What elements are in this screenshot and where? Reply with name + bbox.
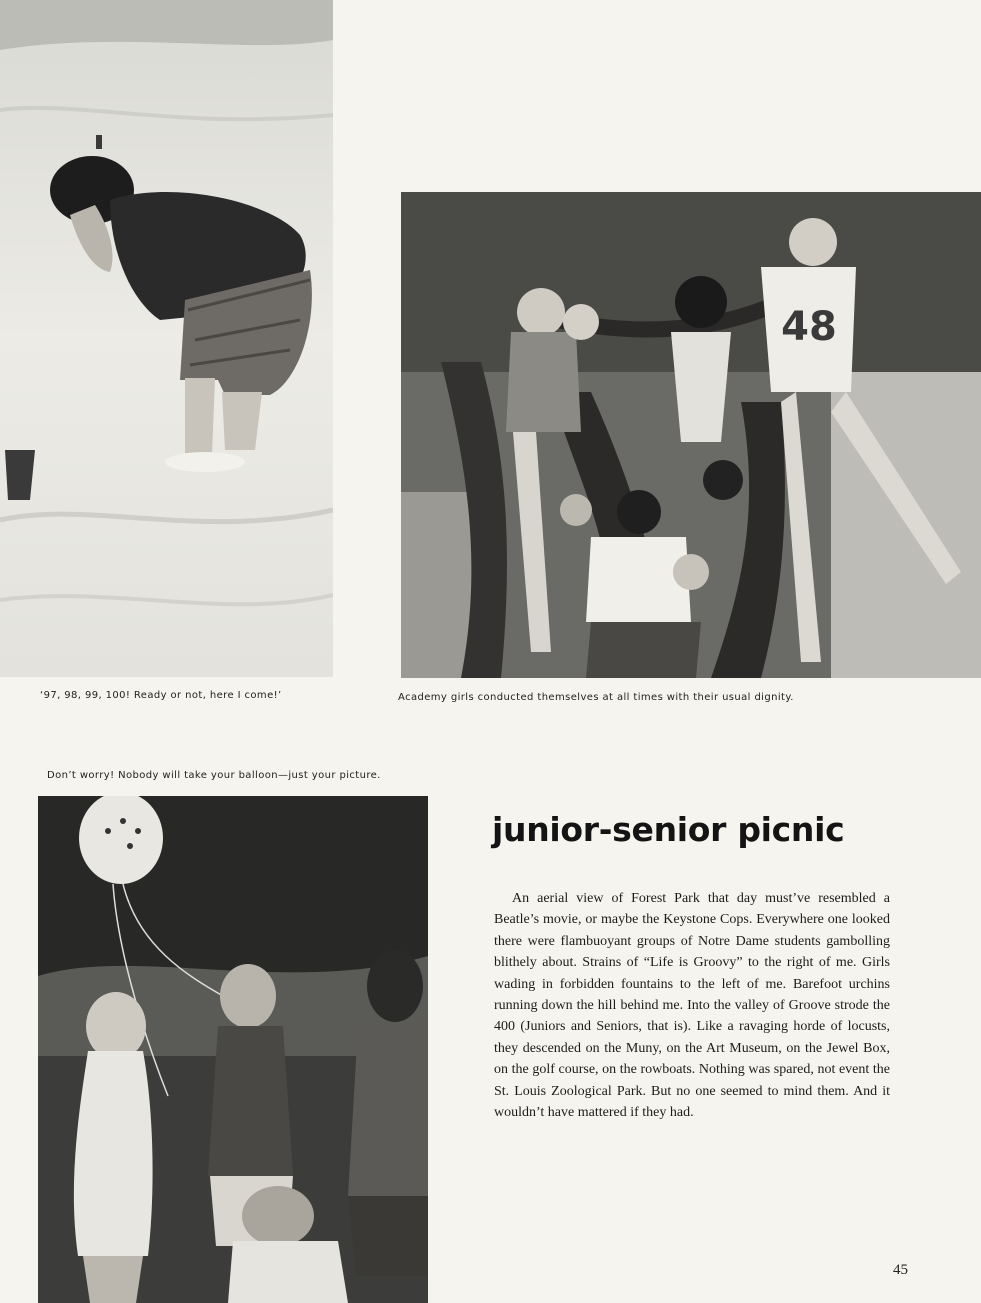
tree-photo-graphic: [401, 192, 981, 678]
caption-tree: Academy girls conducted themselves at all times with their usual dignity.: [398, 692, 794, 703]
article-heading: junior-senior picnic: [492, 810, 845, 849]
balloon-photo-graphic: [38, 796, 428, 1303]
article-body: An aerial view of Forest Park that day must’ve resembled a Beatle’s movie, or maybe the Keystone Cops. Everywhere one looked there were flambuoyant groups of Notre Dame students gambolling blithely about. Strains of “Life is Groovy” to the right of me. Girls wading in forbidden fountains to the left of me. Barefoot urchins running down the hill behind me. Into the valley of Groove strode the 400 (Juniors and Seniors, that is). Like a ravaging horde of locusts, they descended on the Muny, on the Art Museum, on the Jewel Box, on the golf course, on the rowboats. Nothing was spared, not event the St. Louis Zoological Park. But no one seemed to mind them. And it wouldn’t have mattered if they had.: [494, 891, 890, 1121]
caption-balloon: Don’t worry! Nobody will take your balloon—just your picture.: [47, 770, 381, 781]
photo-fountain-girl: [0, 0, 333, 677]
caption-fountain: ‘97, 98, 99, 100! Ready or not, here I come!’: [40, 690, 282, 701]
photo-girls-with-balloon: [38, 796, 428, 1303]
fountain-photo-graphic: [0, 0, 333, 677]
page-number: 45: [893, 1262, 908, 1278]
photo-girls-in-tree: [401, 192, 981, 678]
jersey-number: 48: [781, 304, 837, 350]
